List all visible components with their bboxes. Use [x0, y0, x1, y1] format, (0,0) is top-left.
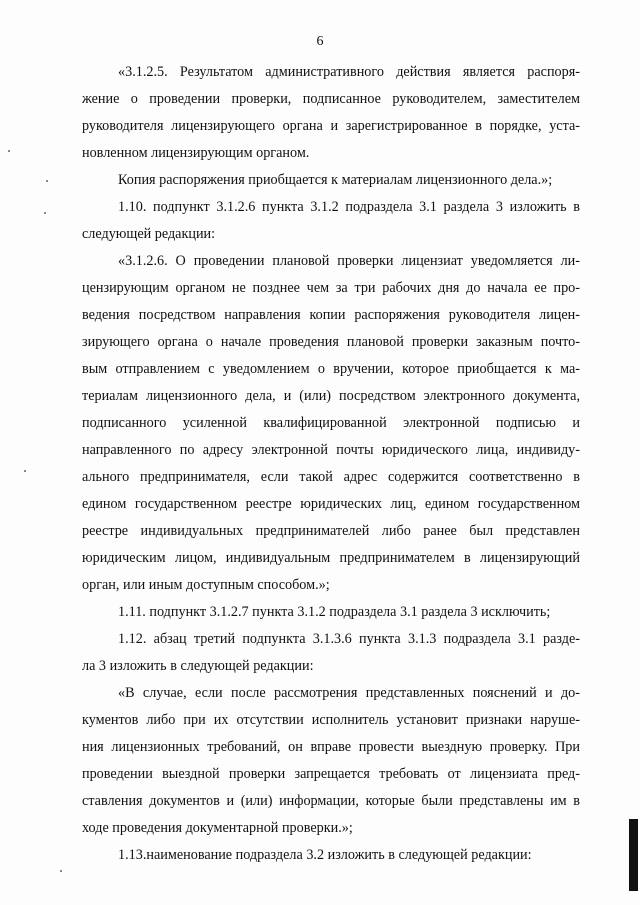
text-line: новленном лицензирующим органом. — [82, 145, 310, 161]
text-line: Копия распоряжения приобщается к материалам лицензионного дела.»; — [118, 172, 553, 188]
text-line: териалам лицензионного дела, и (или) посредством электронного документа, — [82, 388, 580, 404]
text-line: реестре индивидуальных предпринимателей либо ранее был представлен — [82, 523, 580, 539]
text-line: зирующего органа о начале проведения плановой проверки заказным почто- — [82, 334, 580, 350]
text-line: жение о проведении проверки, подписанное руководителем, заместителем — [82, 91, 580, 107]
page-number: 6 — [316, 34, 324, 49]
scan-speck — [24, 470, 26, 472]
text-line: 1.12. абзац третий подпункта 3.1.3.6 пункта 3.1.3 подраздела 3.1 разде- — [118, 631, 580, 647]
text-line: проведении выездной проверки запрещается требовать от лицензиата пред- — [82, 766, 580, 782]
text-line: ния лицензионных требований, он вправе провести выездную проверку. При — [82, 739, 580, 755]
text-line: направленного по адресу электронной почты юридического лица, индивиду- — [82, 442, 580, 458]
text-line: цензирующим органом не позднее чем за три рабочих дня до начала ее про- — [82, 280, 580, 296]
text-line: «3.1.2.5. Результатом административного действия является распоря- — [118, 64, 580, 80]
text-line: 1.11. подпункт 3.1.2.7 пункта 3.1.2 подраздела 3.1 раздела 3 исключить; — [118, 604, 551, 620]
text-line: вым отправлением с уведомлением о вручении, которое приобщается к ма- — [82, 361, 580, 377]
text-line: едином государственном реестре юридических лиц, едином государственном — [82, 496, 580, 512]
text-line: ла 3 изложить в следующей редакции: — [82, 658, 314, 674]
text-line: следующей редакции: — [82, 226, 216, 242]
text-line: орган, или иным доступным способом.»; — [82, 577, 330, 593]
text-line: юридическим лицом, индивидуальным предпринимателем в лицензирующий — [82, 550, 580, 566]
scan-speck — [60, 870, 62, 872]
text-line: «3.1.2.6. О проведении плановой проверки лицензиат уведомляется ли- — [118, 253, 580, 269]
text-line: ставления документов и (или) информации, которые были представлены им в — [82, 793, 580, 809]
text-line: «В случае, если после рассмотрения представленных пояснений и до- — [118, 685, 580, 701]
scan-edge-mark — [629, 819, 638, 891]
scan-speck — [44, 212, 46, 214]
text-line: ального предпринимателя, если такой адрес содержится соответственно в — [82, 469, 580, 485]
text-line: подписанного усиленной квалифицированной электронной подписью и — [82, 415, 580, 431]
text-line: ходе проведения документарной проверки.»; — [82, 820, 353, 836]
text-line: 1.10. подпункт 3.1.2.6 пункта 3.1.2 подраздела 3.1 раздела 3 изложить в — [118, 199, 580, 215]
text-line: 1.13.наименование подраздела 3.2 изложить в следующей редакции: — [118, 847, 532, 863]
text-line: ведения посредством направления копии распоряжения руководителя лицен- — [82, 307, 580, 323]
scan-speck — [46, 180, 48, 182]
text-line: руководителя лицензирующего органа и зарегистрированное в порядке, уста- — [82, 118, 580, 134]
scan-speck — [8, 150, 10, 152]
text-line: кументов либо при их отсутствии исполнитель установит признаки наруше- — [82, 712, 580, 728]
